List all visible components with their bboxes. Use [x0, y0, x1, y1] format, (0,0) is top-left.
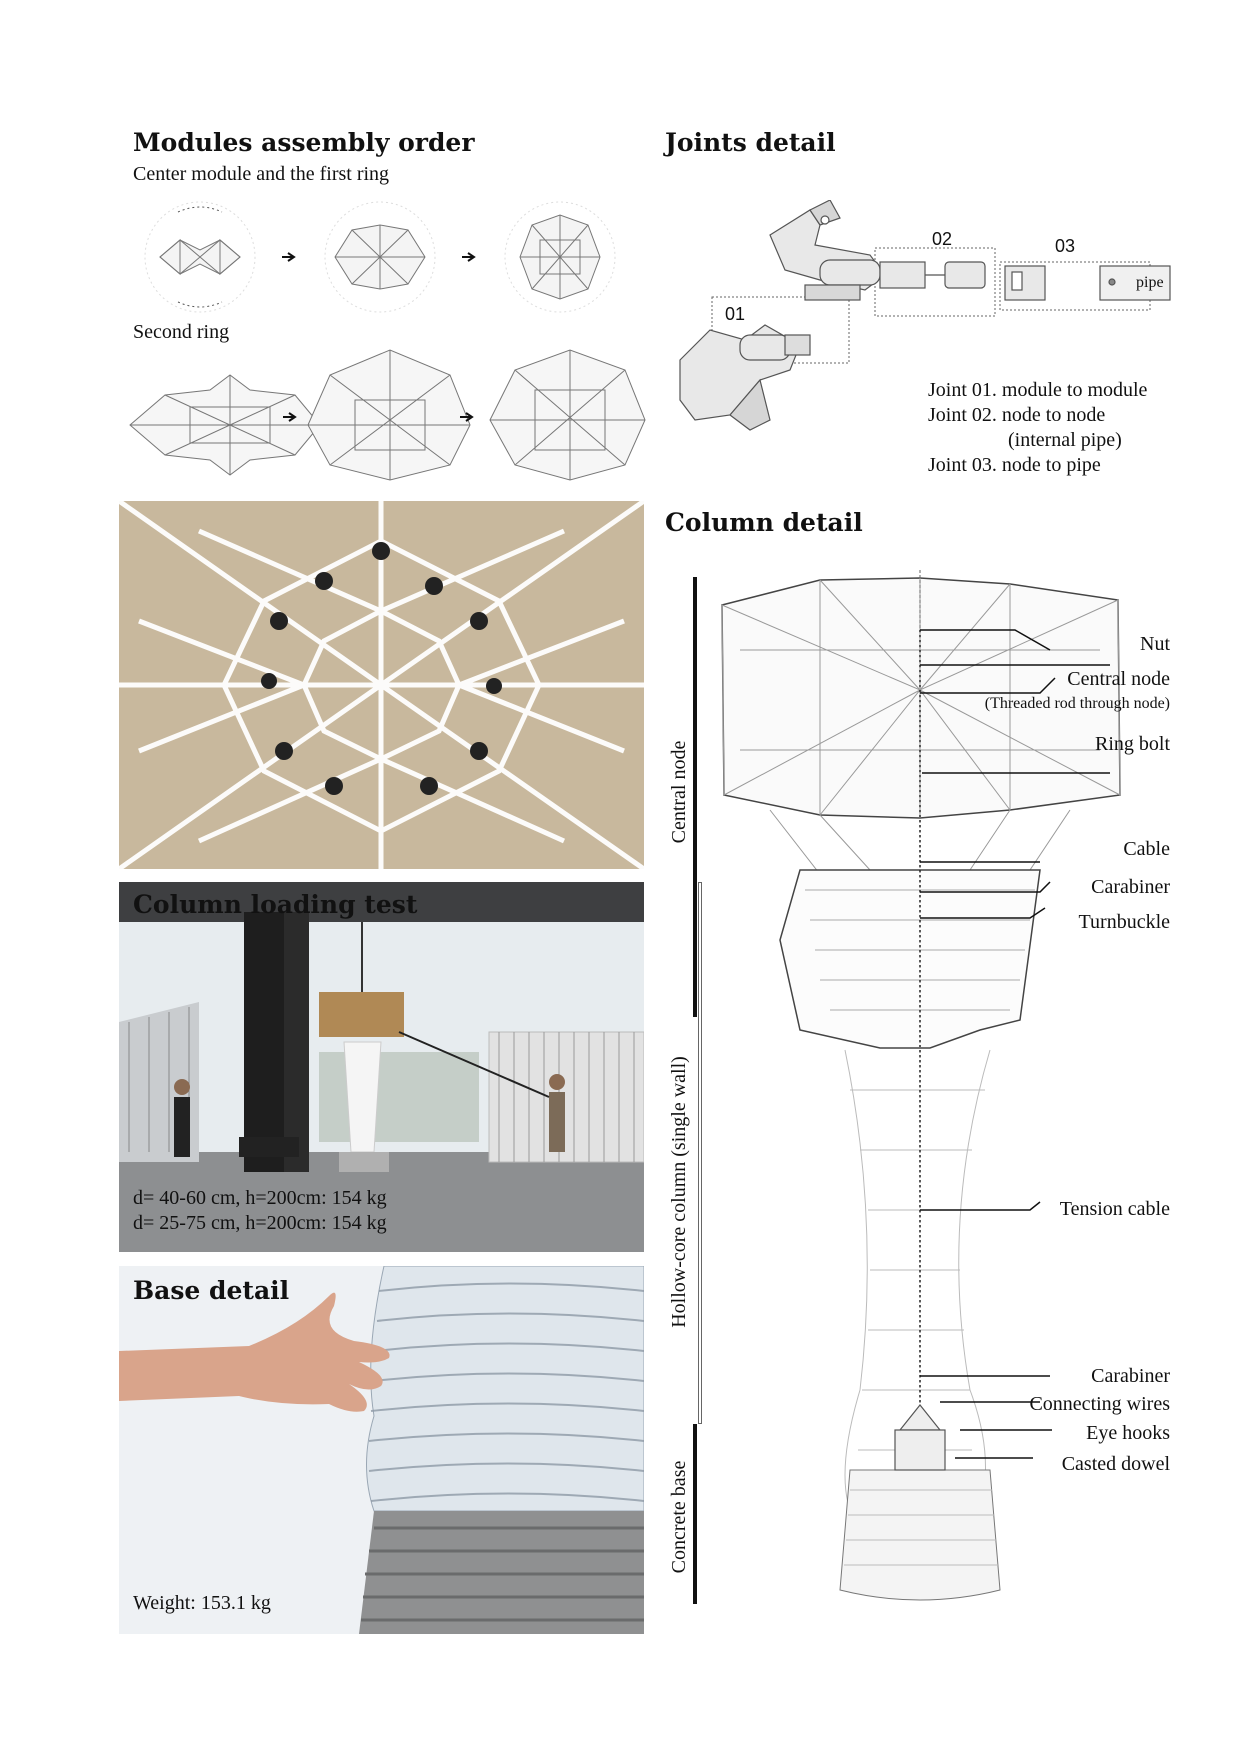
- joint-legend-line-1: Joint 01. module to module: [928, 379, 1148, 401]
- side-label-central-node: Central node: [668, 740, 690, 844]
- joint-legend-line-3: (internal pipe): [1008, 429, 1122, 451]
- central-node-bar: [693, 577, 697, 1017]
- concrete-base-bar: [693, 1424, 697, 1604]
- joints-title: Joints detail: [665, 128, 836, 157]
- first-ring-sequence-diagram: [120, 195, 640, 315]
- joint-legend-line-4: Joint 03. node to pipe: [928, 454, 1101, 476]
- callout-carabiner-top: Carabiner: [1091, 876, 1170, 898]
- assembly-subtitle-first-ring: Center module and the first ring: [133, 163, 390, 185]
- base-weight-label: Weight: 153.1 kg: [133, 1592, 271, 1614]
- callout-threaded-rod-note: (Threaded rod through node): [984, 695, 1170, 712]
- joint-label-01: 01: [725, 304, 746, 324]
- pipe-label: pipe: [1136, 274, 1164, 291]
- side-label-hollow-core: Hollow-core column (single wall): [668, 1056, 690, 1328]
- callout-turnbuckle: Turnbuckle: [1078, 911, 1170, 933]
- loading-test-title: Column loading test: [133, 890, 418, 919]
- hollow-core-bar: [698, 882, 702, 1424]
- callout-central-node: Central node: [1067, 668, 1170, 690]
- dome-top-view-photo: [119, 501, 644, 869]
- callout-nut: Nut: [1140, 633, 1170, 655]
- joint-legend-line-2: Joint 02. node to node: [928, 404, 1106, 426]
- callout-connecting-wires: Connecting wires: [1029, 1393, 1170, 1415]
- base-detail-title: Base detail: [133, 1276, 290, 1305]
- callout-eye-hooks: Eye hooks: [1086, 1422, 1170, 1444]
- column-loading-test-photo: [119, 882, 644, 1252]
- second-ring-sequence-diagram: [120, 345, 650, 485]
- joint-label-03: 03: [1055, 236, 1076, 256]
- callout-cable: Cable: [1123, 838, 1170, 860]
- callout-casted-dowel: Casted dowel: [1061, 1453, 1170, 1475]
- loading-test-line-2: d= 25-75 cm, h=200cm: 154 kg: [133, 1212, 387, 1234]
- callout-ring-bolt: Ring bolt: [1094, 733, 1170, 755]
- base-detail-photo: [119, 1266, 644, 1634]
- assembly-title: Modules assembly order: [133, 128, 475, 157]
- assembly-subtitle-second-ring: Second ring: [133, 321, 230, 343]
- callout-tension-cable: Tension cable: [1059, 1198, 1170, 1220]
- loading-test-line-1: d= 40-60 cm, h=200cm: 154 kg: [133, 1187, 387, 1209]
- callout-carabiner-bottom: Carabiner: [1091, 1365, 1170, 1387]
- column-title: Column detail: [665, 508, 863, 537]
- side-label-concrete-base: Concrete base: [668, 1460, 690, 1574]
- joint-label-02: 02: [932, 229, 953, 249]
